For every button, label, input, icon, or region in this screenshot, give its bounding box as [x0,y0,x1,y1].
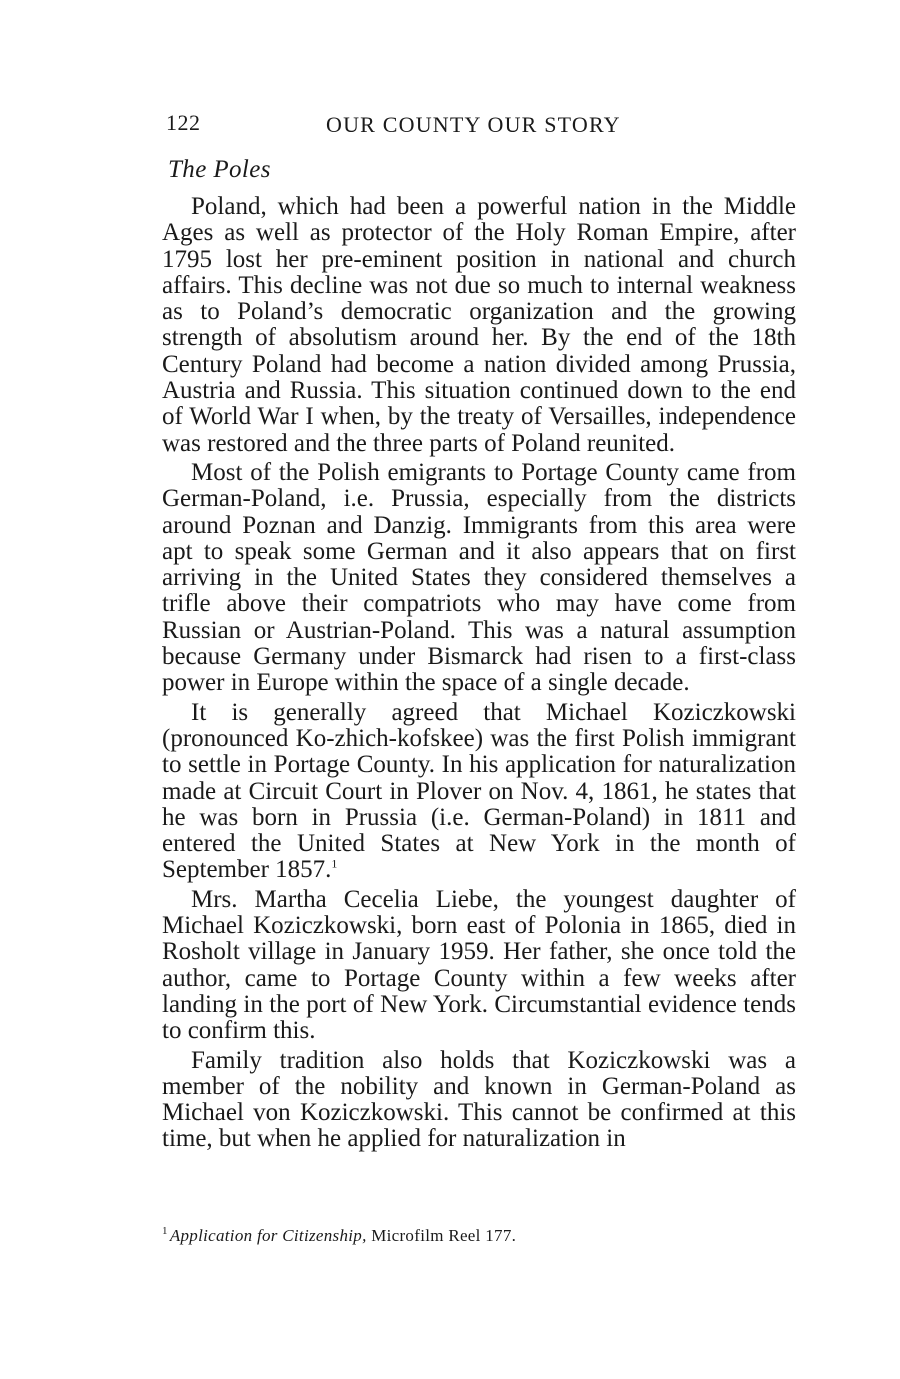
paragraph [162,460,796,697]
page-number: 122 [166,110,201,135]
section-title: The Poles [168,156,271,183]
paragraph: Poland, which had been a powerful nation in the Middle Ages as well as protector of the Holy Roman Empire, after 1795 lost her pre-eminent position in national and church affairs. This decline was not due so much to internal weakness as to Poland’s democratic organization and the growing strength of absolutism around her. By the end of the 18th Century Poland had become a nation divided among Prussia, Austria and Russia. This situation continued down to the end of World War I when, by the treaty of Versailles, independence was restored and the three parts of Poland reunited. [162,193,796,457]
paragraph [162,700,796,884]
footnote-source-title: Application for Citizenship, [169,1226,367,1245]
body-text [162,194,796,1156]
footnote [162,1226,516,1246]
paragraph: Mrs. Martha Cecelia Liebe, the youngest daughter of Michael Koziczkowski, born east of Polonia in 1865, died in Rosholt village in January 1959. Her father, she once told the author, came to Portage County within a few weeks after landing in the port of New York. Circumstantial evidence tends to confirm this. [162,885,796,1045]
footnote-source-detail: Microfilm Reel 177. [366,1226,517,1245]
paragraph-text: It is generally agreed that Michael Koziczkowski (pronounced Ko-zhich-kofskee) was the first Polish immigrant to settle in Portage County. In his application for naturalization made at Circuit Court in Plover on Nov. 4, 1861, he states that he was born in Prussia (i.e. German-Poland) in 1811 and entered the United States at New York in the month of September 1857. [162,698,796,884]
footnote-reference: 1 [331,857,338,872]
paragraph: Family tradition also holds that Koziczkowski was a member of the nobility and known in German-Poland as Michael von Koziczkowski. This cannot be confirmed at this time, but when he applied for naturalization in [162,1046,796,1153]
running-title: OUR COUNTY OUR STORY [326,112,621,137]
footnote-number: 1 [162,1225,168,1238]
running-head [166,110,798,142]
paragraph-text: Most of the Polish emigrants to Portage County came from German-Poland, i.e. Prussia, especially from the districts around Poznan and Danzig. Immigrants from this area were apt to speak some German and it also appears that on first arriving in the United States they considered themselves a trifle above their compatriots who may have come from Russian or Austrian-Poland. This was a natural assumption because Germany under Bismarck had risen to a first-class power in Europe within the space of a single decade. [162,458,796,697]
